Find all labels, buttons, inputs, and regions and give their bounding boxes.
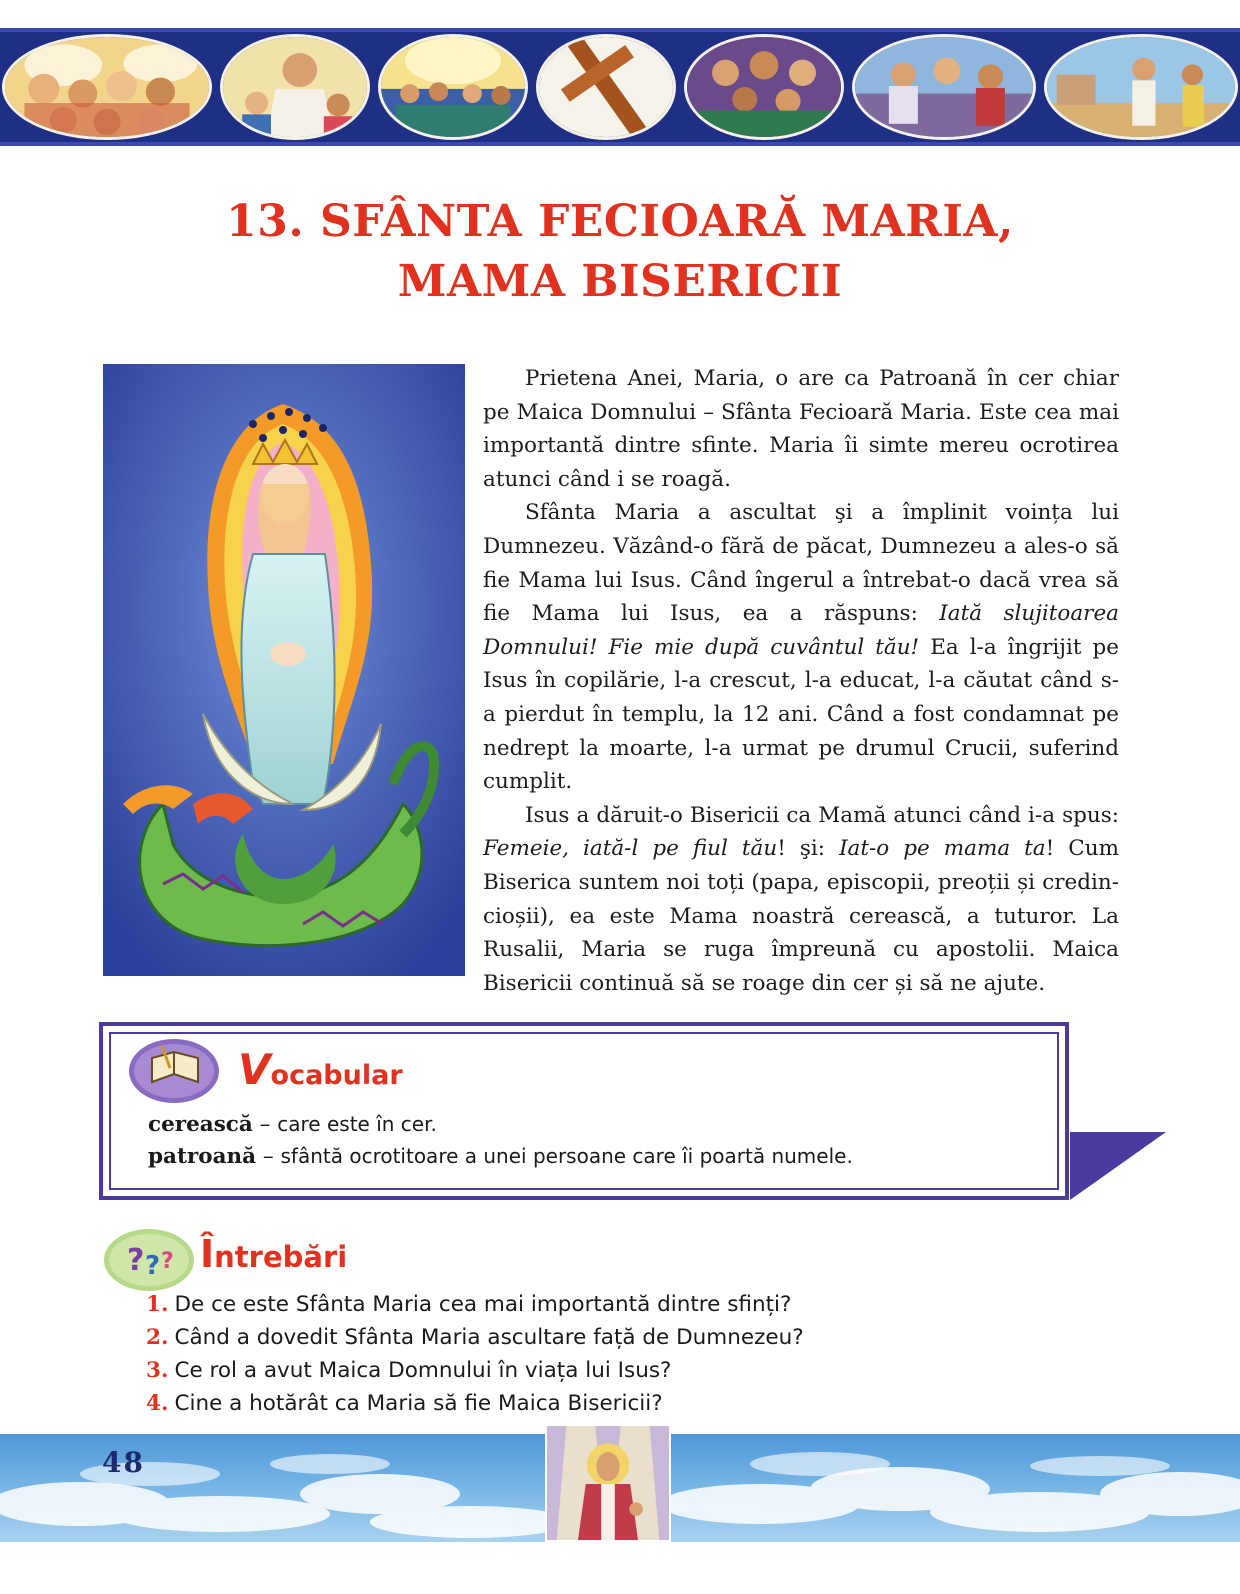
question-marks-icon <box>103 1228 195 1292</box>
question-item <box>146 1321 1046 1354</box>
banner-medallion-apostles <box>852 34 1036 140</box>
page-number: 48 <box>102 1446 145 1479</box>
banner-medallion-jesus-with-children <box>220 34 370 140</box>
p3-text-start: Isus a dăruit-o Bisericii ca Mamă atunci când i-a spus: <box>525 802 1119 828</box>
vocabulary-heading-rest: ocabular <box>270 1060 403 1091</box>
questions-heading-cap: Î <box>200 1232 215 1276</box>
banner-medallion-children-group <box>2 34 212 140</box>
page-title <box>0 192 1240 312</box>
vocabulary-term: cerească <box>148 1112 253 1137</box>
question-number: 2. <box>146 1325 169 1350</box>
vocabulary-term: patroană <box>148 1144 257 1169</box>
question-item <box>146 1288 1046 1321</box>
p3-quote-1: Femeie, iată-l pe fiul tău <box>483 836 778 862</box>
questions-heading-rest: ntrebări <box>214 1240 348 1274</box>
banner-stripe-bottom <box>0 142 1240 146</box>
question-number: 1. <box>146 1292 169 1317</box>
question-text: Când a dovedit Sfânta Maria ascultare față de Dumnezeu? <box>174 1325 804 1350</box>
question-item <box>146 1387 1046 1420</box>
vocabulary-separator: – <box>256 1144 281 1169</box>
svg-text:?: ? <box>161 1249 174 1274</box>
vocabulary-separator: – <box>252 1112 278 1137</box>
vocabulary-entry <box>148 1140 853 1173</box>
virgin-mary-illustration <box>103 364 465 976</box>
article-body <box>483 362 1119 1000</box>
banner-stripe-top <box>0 28 1240 32</box>
vocabulary-heading <box>238 1045 403 1098</box>
question-text: De ce este Sfânta Maria cea mai importantă dintre sfinți? <box>174 1292 792 1317</box>
article-paragraph-1: Prietena Anei, Maria, o are ca Patroană în cer chiar pe Maica Domnului – Sfânta Fecioară Maria. Este cea mai importantă dintre sfinte. Maria îi simte mereu ocrotirea atunci când i se roagă. <box>483 366 1119 492</box>
svg-text:?: ? <box>127 1243 145 1278</box>
banner-medallion-jesus-walking <box>1044 34 1238 140</box>
p3-text-mid: ! şi: <box>777 836 840 862</box>
article-paragraph-2 <box>483 496 1119 798</box>
banner-medallion-disciples <box>684 34 844 140</box>
top-banner <box>0 28 1240 146</box>
banner-medallion-crowd-worship <box>378 34 528 140</box>
question-text: Ce rol a avut Maica Domnului în viața lui Isus? <box>174 1358 672 1383</box>
question-number: 3. <box>146 1358 169 1383</box>
article-paragraph-3 <box>483 799 1119 1001</box>
svg-text:?: ? <box>145 1251 161 1281</box>
title-line-1: 13. SFÂNTA FECIOARĂ MARIA, <box>226 196 1014 247</box>
p2-quote: Iată slujitoarea Domnului! Fie mie după cuvântul tău! <box>483 601 1119 660</box>
vocabulary-definition: sfântă ocrotitoare a unei persoane care îi poartă numele. <box>280 1144 853 1168</box>
p3-text-end: ! Cum Biserica suntem noi toți (papa, episcopii, preoții și credincioșii), ea este Mama noastră cerească, a tuturor. La Rusalii, Maria se ruga împreună cu apostolii. Maica Bisericii continuă să se roage din cer și să ne ajute. <box>483 836 1119 996</box>
vocabulary-definition: care este în cer. <box>277 1112 437 1136</box>
vocabulary-heading-cap: V <box>238 1045 271 1094</box>
questions-list <box>146 1288 1046 1420</box>
book-icon <box>128 1038 220 1104</box>
banner-medallion-cross <box>536 34 676 140</box>
p3-quote-2: Iat-o pe mama ta <box>839 836 1046 862</box>
p2-text-end: Ea l-a îngrijit pe Isus în copilărie, l-a crescut, l-a educat, l-a căutat când s-a pierdut în templu, la 12 ani. Când a fost condamnat pe nedrept la moarte, l-a urmat pe drumul Crucii, suferind cumplit. <box>483 634 1119 795</box>
question-number: 4. <box>146 1391 169 1416</box>
footer-jesus-image <box>545 1424 671 1542</box>
question-text: Cine a hotărât ca Maria să fie Maica Bisericii? <box>174 1391 663 1416</box>
title-line-2: MAMA BISERICII <box>397 256 843 307</box>
vocabulary-entry <box>148 1108 437 1141</box>
question-item <box>146 1354 1046 1387</box>
p2-text-start: Sfânta Maria a ascultat şi a împlinit voința lui Dumnezeu. Văzând-o fără de păcat, Dumnezeu a ales-o să fie Mama lui Isus. Când îngerul a întrebat-o dacă vrea să fie Mama lui Isus, ea a răspuns: <box>483 500 1119 627</box>
questions-heading <box>200 1228 347 1283</box>
